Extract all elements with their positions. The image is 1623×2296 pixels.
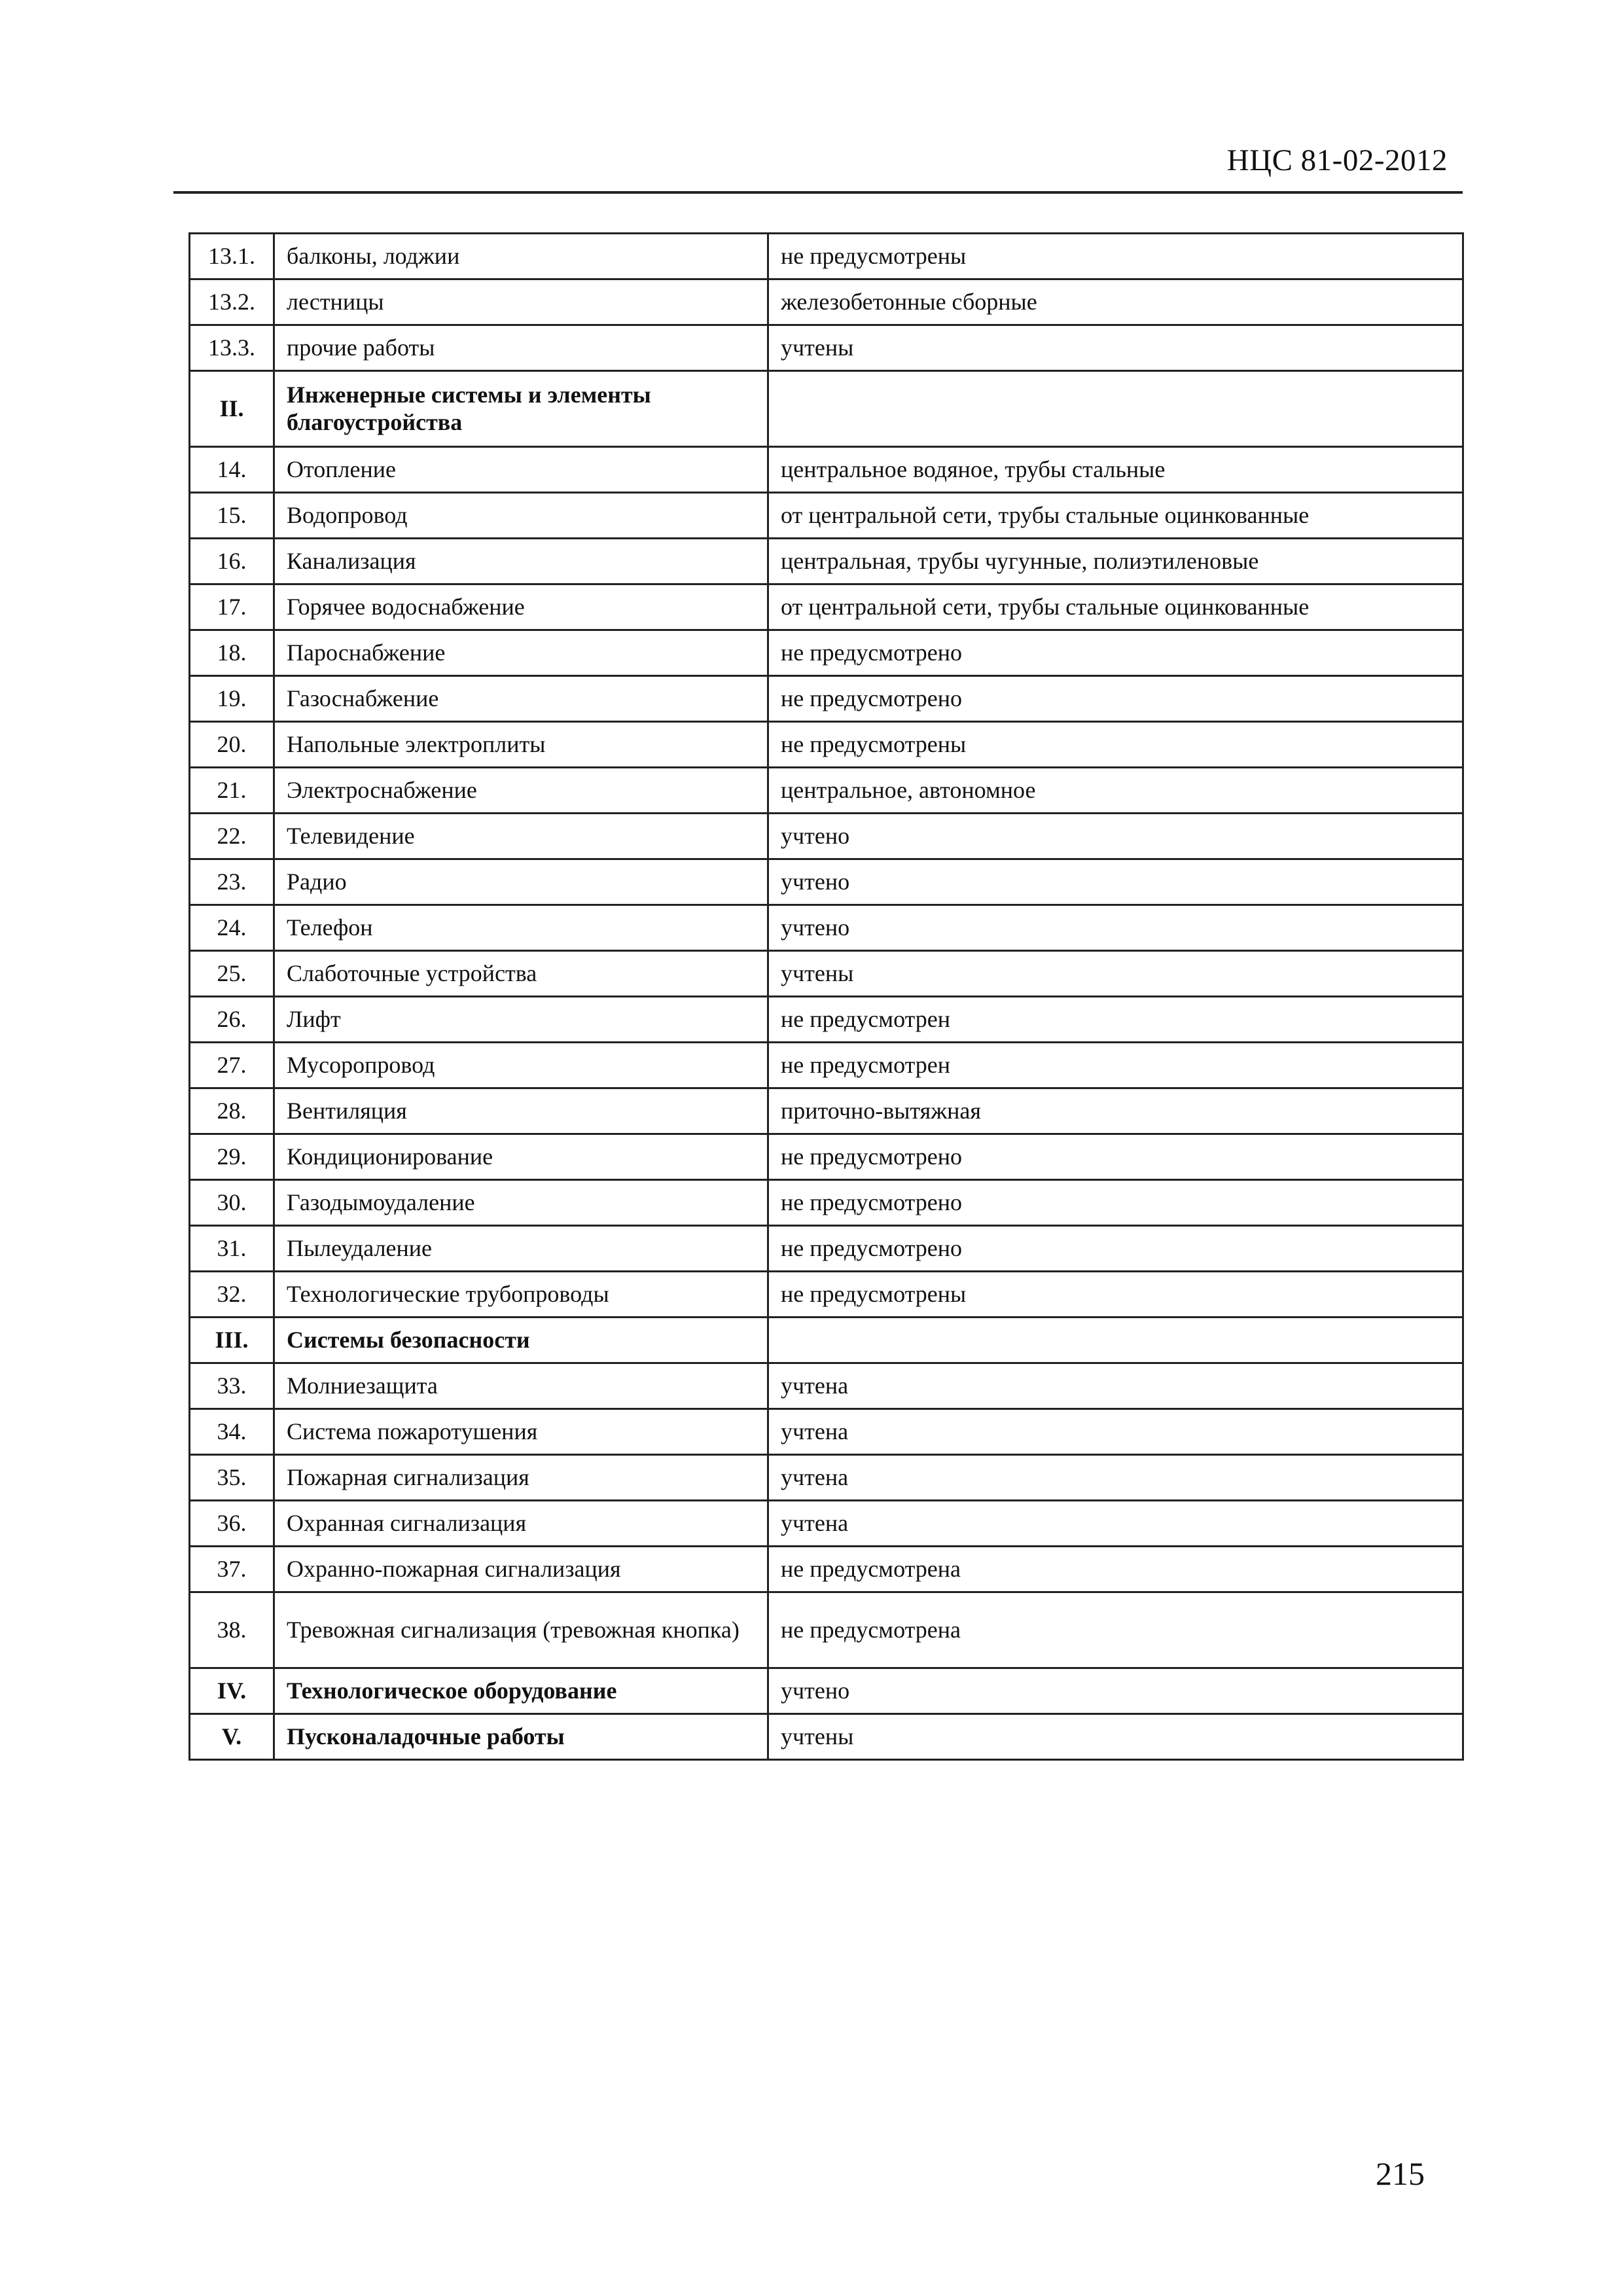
table-row — [190, 1180, 1463, 1226]
section-title: Технологическое оборудование — [274, 1668, 768, 1714]
table-row — [190, 539, 1463, 584]
table-row — [190, 1226, 1463, 1272]
row-number: 28. — [190, 1088, 274, 1134]
row-title: Слаботочные устройства — [274, 951, 768, 997]
row-title: Электроснабжение — [274, 768, 768, 814]
row-title: Водопровод — [274, 493, 768, 539]
table-row — [190, 814, 1463, 859]
row-title: Телефон — [274, 905, 768, 951]
row-title: Охранно-пожарная сигнализация — [274, 1547, 768, 1592]
row-number: 23. — [190, 859, 274, 905]
row-value: центральное водяное, трубы стальные — [768, 447, 1463, 493]
section-value — [768, 371, 1463, 447]
table-row — [190, 722, 1463, 768]
row-value: не предусмотрен — [768, 997, 1463, 1043]
row-number: 16. — [190, 539, 274, 584]
row-value: центральная, трубы чугунные, полиэтиленовые — [768, 539, 1463, 584]
row-value: учтена — [768, 1409, 1463, 1455]
row-number: 26. — [190, 997, 274, 1043]
row-title: Лифт — [274, 997, 768, 1043]
section-row — [190, 1318, 1463, 1363]
row-value: железобетонные сборные — [768, 279, 1463, 325]
section-value: учтены — [768, 1714, 1463, 1760]
row-title: Система пожаротушения — [274, 1409, 768, 1455]
row-number: 34. — [190, 1409, 274, 1455]
section-title: Пусконаладочные работы — [274, 1714, 768, 1760]
row-number: 13.1. — [190, 234, 274, 279]
row-number: 21. — [190, 768, 274, 814]
row-number: 36. — [190, 1501, 274, 1547]
row-number: 25. — [190, 951, 274, 997]
section-row — [190, 1714, 1463, 1760]
table-row — [190, 1547, 1463, 1592]
document-code: НЦС 81-02-2012 — [1226, 143, 1448, 177]
row-value: от центральной сети, трубы стальные оцинкованные — [768, 584, 1463, 630]
row-number: 13.2. — [190, 279, 274, 325]
row-number: 29. — [190, 1134, 274, 1180]
row-title: Тревожная сигнализация (тревожная кнопка) — [274, 1592, 768, 1668]
row-number: 18. — [190, 630, 274, 676]
table-row — [190, 768, 1463, 814]
page-number: 215 — [1376, 2155, 1425, 2192]
row-value: не предусмотрены — [768, 1272, 1463, 1318]
row-title: Мусоропровод — [274, 1043, 768, 1088]
row-value: учтены — [768, 325, 1463, 371]
row-title: Кондиционирование — [274, 1134, 768, 1180]
row-value: приточно-вытяжная — [768, 1088, 1463, 1134]
row-title: лестницы — [274, 279, 768, 325]
table-row — [190, 447, 1463, 493]
row-value: учтено — [768, 859, 1463, 905]
table-row — [190, 951, 1463, 997]
row-value: учтено — [768, 814, 1463, 859]
table-row — [190, 859, 1463, 905]
row-value: не предусмотрены — [768, 722, 1463, 768]
row-value: учтена — [768, 1501, 1463, 1547]
row-title: прочие работы — [274, 325, 768, 371]
row-value: центральное, автономное — [768, 768, 1463, 814]
table-row — [190, 905, 1463, 951]
row-title: Технологические трубопроводы — [274, 1272, 768, 1318]
row-number: 37. — [190, 1547, 274, 1592]
row-number: 32. — [190, 1272, 274, 1318]
row-value: не предусмотрена — [768, 1592, 1463, 1668]
table-row — [190, 997, 1463, 1043]
table-row — [190, 1409, 1463, 1455]
section-row — [190, 1668, 1463, 1714]
row-title: Вентиляция — [274, 1088, 768, 1134]
row-value: учтены — [768, 951, 1463, 997]
table-row — [190, 584, 1463, 630]
specification-table — [188, 232, 1464, 1761]
section-value — [768, 1318, 1463, 1363]
table-row — [190, 1501, 1463, 1547]
row-number: 31. — [190, 1226, 274, 1272]
table-row — [190, 325, 1463, 371]
row-number: 14. — [190, 447, 274, 493]
table-row — [190, 676, 1463, 722]
row-title: Канализация — [274, 539, 768, 584]
table-row — [190, 279, 1463, 325]
section-title: Инженерные системы и элементы благоустройства — [274, 371, 768, 447]
row-title: Пароснабжение — [274, 630, 768, 676]
row-value: не предусмотрены — [768, 234, 1463, 279]
row-title: Пожарная сигнализация — [274, 1455, 768, 1501]
row-title: Газоснабжение — [274, 676, 768, 722]
row-value: от центральной сети, трубы стальные оцинкованные — [768, 493, 1463, 539]
header-rule — [173, 191, 1463, 194]
table-row — [190, 234, 1463, 279]
row-value: не предусмотрено — [768, 676, 1463, 722]
row-value: не предусмотрен — [768, 1043, 1463, 1088]
row-title: Радио — [274, 859, 768, 905]
row-value: не предусмотрено — [768, 630, 1463, 676]
section-number: II. — [190, 371, 274, 447]
table-row — [190, 1455, 1463, 1501]
section-number: V. — [190, 1714, 274, 1760]
section-number: III. — [190, 1318, 274, 1363]
row-title: Горячее водоснабжение — [274, 584, 768, 630]
row-value: не предусмотрено — [768, 1180, 1463, 1226]
row-value: учтена — [768, 1363, 1463, 1409]
table-row — [190, 493, 1463, 539]
row-value: не предусмотрено — [768, 1226, 1463, 1272]
row-number: 24. — [190, 905, 274, 951]
row-number: 30. — [190, 1180, 274, 1226]
table-row — [190, 1134, 1463, 1180]
row-title: Отопление — [274, 447, 768, 493]
row-number: 15. — [190, 493, 274, 539]
row-value: учтена — [768, 1455, 1463, 1501]
row-number: 19. — [190, 676, 274, 722]
row-number: 17. — [190, 584, 274, 630]
row-title: Молниезащита — [274, 1363, 768, 1409]
section-row — [190, 371, 1463, 447]
row-number: 38. — [190, 1592, 274, 1668]
table-row — [190, 1043, 1463, 1088]
row-title: Охранная сигнализация — [274, 1501, 768, 1547]
row-title: Напольные электроплиты — [274, 722, 768, 768]
row-number: 13.3. — [190, 325, 274, 371]
section-value: учтено — [768, 1668, 1463, 1714]
row-title: балконы, лоджии — [274, 234, 768, 279]
row-number: 22. — [190, 814, 274, 859]
row-number: 27. — [190, 1043, 274, 1088]
table-row — [190, 1088, 1463, 1134]
row-title: Телевидение — [274, 814, 768, 859]
row-title: Пылеудаление — [274, 1226, 768, 1272]
row-number: 33. — [190, 1363, 274, 1409]
specification-table-body — [190, 234, 1463, 1760]
table-row — [190, 1363, 1463, 1409]
row-value: учтено — [768, 905, 1463, 951]
section-title: Системы безопасности — [274, 1318, 768, 1363]
row-title: Газодымоудаление — [274, 1180, 768, 1226]
section-number: IV. — [190, 1668, 274, 1714]
row-value: не предусмотрена — [768, 1547, 1463, 1592]
table-row — [190, 630, 1463, 676]
table-row — [190, 1592, 1463, 1668]
row-number: 20. — [190, 722, 274, 768]
row-value: не предусмотрено — [768, 1134, 1463, 1180]
table-row — [190, 1272, 1463, 1318]
row-number: 35. — [190, 1455, 274, 1501]
